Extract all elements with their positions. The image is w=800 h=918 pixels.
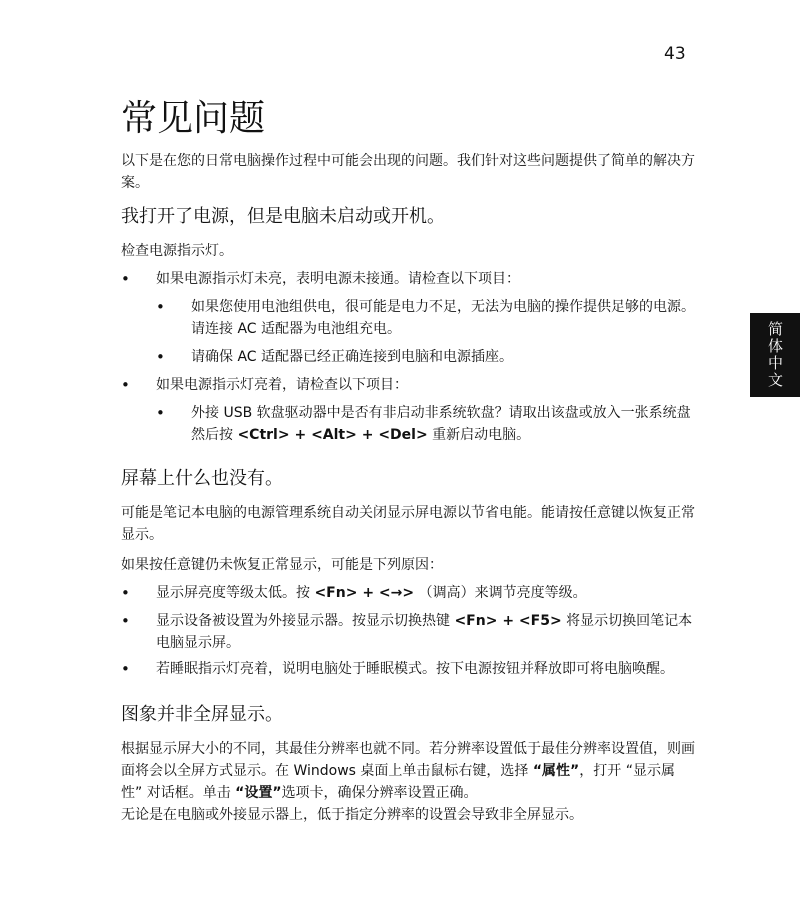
bullet-icon: •	[121, 660, 130, 678]
section-no-power	[121, 204, 696, 446]
list-item	[121, 658, 696, 680]
page-content	[121, 150, 696, 826]
list-item-text: 如果您使用电池组供电，很可能是电力不足，无法为电脑的操作提供足够的电源。请连接 AC 适配器为电池组充电。	[191, 299, 695, 337]
list-item	[121, 402, 696, 446]
bullet-icon: •	[121, 584, 130, 602]
key-combo: <Fn> + <→>	[314, 585, 415, 601]
list-item	[121, 346, 696, 368]
list-item-text: 请确保 AC 适配器已经正确连接到电脑和电源插座。	[191, 349, 514, 365]
section-heading: 我打开了电源，但是电脑未启动或开机。	[121, 206, 445, 227]
page-number: 43	[664, 44, 686, 64]
section-not-fullscreen	[121, 702, 696, 826]
list-item	[121, 610, 696, 654]
list-item-text: 外接 USB 软盘驱动器中是否有非启动非系统软盘？请取出该盘或放入一张系统盘然后按 <Ctrl> + <Alt> + <Del> 重新启动电脑。	[191, 405, 691, 443]
list-item-text: 显示屏亮度等级太低。按 <Fn> + <→> （调高）来调节亮度等级。	[156, 585, 587, 601]
section-paragraph: 根据显示屏大小的不同，其最佳分辨率也就不同。若分辨率设置低于最佳分辨率设置值，则画面将会以全屏方式显示。在 Windows 桌面上单击鼠标右键，选择 “属性”，打开 “显示属性” 对话框。单击 “设置”选项卡，确保分辨率设置正确。	[121, 741, 695, 801]
key-combo: <Ctrl> + <Alt> + <Del>	[237, 427, 428, 443]
bullet-icon: •	[121, 376, 130, 394]
section-heading: 图象并非全屏显示。	[121, 704, 283, 725]
list-item	[121, 268, 696, 290]
language-tab: 简体中文	[750, 313, 800, 397]
section-blank-screen	[121, 466, 696, 680]
bullet-icon: •	[156, 298, 165, 316]
section-lead: 检查电源指示灯。	[121, 243, 233, 259]
list-item	[121, 296, 696, 340]
list-item-text: 如果电源指示灯亮着，请检查以下项目：	[156, 377, 408, 393]
bullet-icon: •	[121, 270, 130, 288]
section-paragraph: 无论是在电脑或外接显示器上，低于指定分辨率的设置会导致非全屏显示。	[121, 807, 583, 823]
page-title: 常见问题	[121, 98, 266, 139]
list-item-text: 若睡眠指示灯亮着，说明电脑处于睡眠模式。按下电源按钮并释放即可将电脑唤醒。	[156, 661, 674, 677]
list-item-text: 如果电源指示灯未亮，表明电源未接通。请检查以下项目：	[156, 271, 520, 287]
section-paragraph: 如果按任意键仍未恢复正常显示，可能是下列原因：	[121, 557, 443, 573]
intro-paragraph: 以下是在您的日常电脑操作过程中可能会出现的问题。我们针对这些问题提供了简单的解决方案。	[121, 153, 695, 191]
section-paragraph: 可能是笔记本电脑的电源管理系统自动关闭显示屏电源以节省电能。能请按任意键以恢复正常显示。	[121, 505, 695, 543]
list-item-text: 显示设备被设置为外接显示器。按显示切换热键 <Fn> + <F5> 将显示切换回笔记本电脑显示屏。	[156, 613, 693, 651]
bullet-icon: •	[156, 404, 165, 422]
list-item	[121, 374, 696, 396]
section-heading: 屏幕上什么也没有。	[121, 468, 283, 489]
key-combo: <Fn> + <F5>	[454, 613, 562, 629]
list-item	[121, 582, 696, 604]
bullet-icon: •	[156, 348, 165, 366]
bullet-icon: •	[121, 612, 130, 630]
